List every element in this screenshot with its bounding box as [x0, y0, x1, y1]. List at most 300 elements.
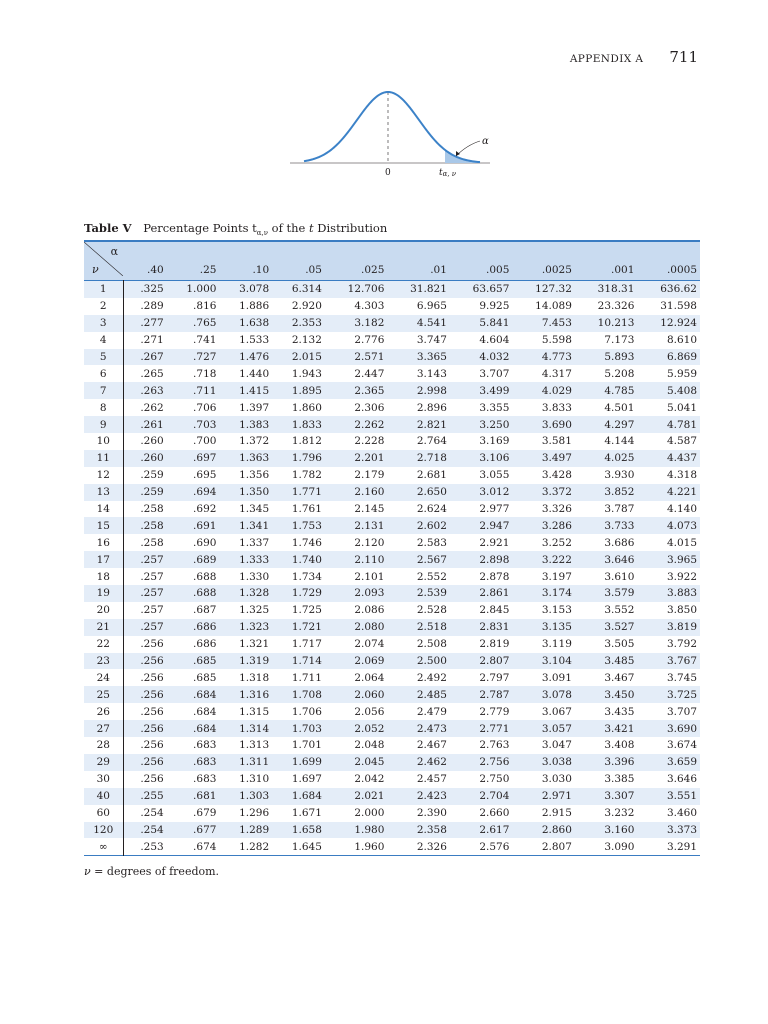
value-cell: 4.140 [666, 503, 697, 516]
table-row [84, 349, 700, 366]
zero-label: 0 [385, 168, 391, 178]
footnote: ν = degrees of freedom. [84, 865, 220, 878]
value-cell: .679 [193, 807, 217, 820]
value-cell: 3.396 [575, 754, 638, 771]
value-cell: 3.499 [450, 382, 513, 399]
value-cell: 4.317 [541, 367, 572, 380]
table-row [84, 551, 700, 568]
value-cell: .253 [140, 840, 164, 853]
table-row [84, 788, 700, 805]
value-cell: 2.821 [387, 416, 450, 433]
value-cell: 1.746 [291, 536, 322, 549]
table-row [84, 416, 700, 433]
value-cell: 3.505 [604, 638, 635, 651]
value-cell: 3.038 [512, 754, 575, 771]
value-cell: 2.750 [479, 773, 510, 786]
value-cell: 2.423 [387, 788, 450, 805]
value-cell: 3.733 [575, 517, 638, 534]
value-cell: 2.756 [450, 754, 513, 771]
value-cell: 2.457 [416, 773, 447, 786]
value-cell: 2.358 [387, 822, 450, 839]
value-cell: .691 [167, 517, 220, 534]
value-cell: 4.604 [479, 334, 510, 347]
value-cell: 1.708 [272, 686, 325, 703]
value-cell: 2.552 [416, 570, 447, 583]
alpha-header-cell: .10 [219, 241, 272, 281]
value-cell: 1.333 [219, 551, 272, 568]
value-cell: .718 [193, 367, 217, 380]
table-row [84, 653, 700, 670]
value-cell: 3.291 [666, 840, 697, 853]
value-cell: 3.057 [512, 720, 575, 737]
value-cell: 4.015 [666, 536, 697, 549]
value-cell: 1.658 [272, 822, 325, 839]
df-cell: 18 [84, 568, 123, 585]
df-cell: 25 [84, 686, 123, 703]
value-cell: 2.064 [354, 671, 385, 684]
df-cell: 16 [84, 534, 123, 551]
value-cell: .683 [193, 773, 217, 786]
value-cell: 2.080 [325, 619, 388, 636]
df-cell: 7 [84, 382, 123, 399]
value-cell: 1.645 [291, 840, 322, 853]
value-cell: .259 [140, 469, 164, 482]
value-cell: 1.383 [219, 416, 272, 433]
value-cell: 3.169 [479, 435, 510, 448]
value-cell: 3.707 [479, 367, 510, 380]
value-cell: 1.345 [239, 503, 270, 516]
value-cell: 1.886 [239, 300, 270, 313]
value-cell: 1.711 [291, 671, 322, 684]
value-cell: .685 [167, 653, 220, 670]
df-cell: 24 [84, 669, 123, 686]
value-cell: .689 [167, 551, 220, 568]
value-cell: .685 [193, 671, 217, 684]
value-cell: .690 [193, 536, 217, 549]
df-cell: 11 [84, 450, 123, 467]
value-cell: 7.173 [604, 334, 635, 347]
table-row [84, 433, 700, 450]
value-cell: 3.222 [512, 551, 575, 568]
value-cell: .257 [123, 619, 167, 636]
value-cell: .260 [140, 435, 164, 448]
value-cell: .257 [123, 551, 167, 568]
alpha-header-cell: .01 [387, 241, 450, 281]
value-cell: 1.812 [291, 435, 322, 448]
value-cell: 23.326 [597, 300, 635, 313]
value-cell: .263 [123, 382, 167, 399]
value-cell: .684 [193, 705, 217, 718]
value-cell: .260 [123, 450, 167, 467]
value-cell: 1.638 [219, 315, 272, 332]
value-cell: 5.598 [541, 334, 572, 347]
table-row [84, 754, 700, 771]
value-cell: 1.701 [291, 739, 322, 752]
table-caption [84, 221, 387, 237]
value-cell: .261 [123, 416, 167, 433]
value-cell: 4.781 [637, 416, 700, 433]
value-cell: 2.567 [387, 551, 450, 568]
value-cell: 2.145 [354, 503, 385, 516]
value-cell: 4.073 [637, 517, 700, 534]
corner-cell [84, 241, 123, 281]
value-cell: .684 [167, 686, 220, 703]
value-cell: 2.131 [325, 517, 388, 534]
value-cell: 1.699 [272, 754, 325, 771]
value-cell: 3.135 [512, 619, 575, 636]
value-cell: 3.030 [541, 773, 572, 786]
value-cell: 3.674 [666, 739, 697, 752]
df-cell: 30 [84, 771, 123, 788]
value-cell: .256 [140, 705, 164, 718]
value-cell: 5.841 [450, 315, 513, 332]
value-cell: .271 [140, 334, 164, 347]
value-cell: 1.706 [291, 705, 322, 718]
value-cell: 4.437 [637, 450, 700, 467]
value-cell: 3.659 [637, 754, 700, 771]
value-cell: 3.883 [637, 585, 700, 602]
value-cell: .683 [193, 739, 217, 752]
t-alpha-nu-label: tα, ν [439, 168, 457, 178]
value-cell: 9.925 [479, 300, 510, 313]
alpha-header-cell: .0025 [512, 241, 575, 281]
value-cell: 2.947 [450, 517, 513, 534]
value-cell: 2.101 [354, 570, 385, 583]
value-cell: 2.779 [479, 705, 510, 718]
value-cell: 2.797 [479, 671, 510, 684]
value-cell: 6.869 [637, 349, 700, 366]
table-title: Percentage Points $t_{\alpha,\nu}$ of the t Distribution [143, 221, 388, 237]
value-cell: 1.356 [239, 469, 270, 482]
table-label: Table V [84, 221, 132, 235]
df-cell: 15 [84, 517, 123, 534]
value-cell: 1.318 [239, 671, 270, 684]
value-cell: 3.365 [387, 349, 450, 366]
value-cell: 3.467 [604, 671, 635, 684]
value-cell: 3.852 [575, 484, 638, 501]
value-cell: 1.943 [291, 367, 322, 380]
value-cell: .727 [167, 349, 220, 366]
value-cell: 1.296 [239, 807, 270, 820]
value-cell: 3.610 [604, 570, 635, 583]
df-cell: 19 [84, 585, 123, 602]
value-cell: 14.089 [535, 300, 572, 313]
value-cell: 63.657 [450, 281, 513, 298]
value-cell: 3.527 [575, 619, 638, 636]
df-cell: 9 [84, 416, 123, 433]
value-cell: 2.086 [354, 604, 385, 617]
table-row [84, 669, 700, 686]
value-cell: 3.930 [604, 469, 635, 482]
value-cell: 6.314 [272, 281, 325, 298]
table-row [84, 365, 700, 382]
corner-alpha-label: α [110, 245, 118, 258]
value-cell: 1.761 [291, 503, 322, 516]
value-cell: .256 [140, 739, 164, 752]
table-row [84, 720, 700, 737]
value-cell: 8.610 [666, 334, 697, 347]
value-cell: 4.144 [604, 435, 635, 448]
value-cell: 3.747 [416, 334, 447, 347]
value-cell: 3.355 [479, 401, 510, 414]
value-cell: 3.373 [637, 822, 700, 839]
value-cell: 2.898 [450, 551, 513, 568]
value-cell: .694 [167, 484, 220, 501]
value-cell: 2.977 [479, 503, 510, 516]
value-cell: 3.745 [666, 671, 697, 684]
table-row [84, 636, 700, 653]
value-cell: .741 [193, 334, 217, 347]
value-cell: 3.078 [219, 281, 272, 298]
value-cell: 1.476 [219, 349, 272, 366]
value-cell: 2.878 [479, 570, 510, 583]
value-cell: 1.319 [219, 653, 272, 670]
value-cell: 3.421 [575, 720, 638, 737]
df-cell: 40 [84, 788, 123, 805]
value-cell: 1.315 [239, 705, 270, 718]
value-cell: 3.767 [637, 653, 700, 670]
value-cell: 4.501 [604, 401, 635, 414]
table-row [84, 484, 700, 501]
value-cell: 636.62 [637, 281, 700, 298]
value-cell: 2.110 [325, 551, 388, 568]
value-cell: .688 [193, 570, 217, 583]
value-cell: 1.316 [219, 686, 272, 703]
value-cell: 3.725 [637, 686, 700, 703]
value-cell: 2.093 [325, 585, 388, 602]
value-cell: 3.922 [666, 570, 697, 583]
value-cell: .256 [140, 671, 164, 684]
value-cell: 3.850 [666, 604, 697, 617]
value-cell: 1.684 [272, 788, 325, 805]
value-cell: .257 [140, 570, 164, 583]
value-cell: 3.067 [541, 705, 572, 718]
value-cell: 3.182 [325, 315, 388, 332]
value-cell: 31.598 [660, 300, 697, 313]
value-cell: 2.583 [416, 536, 447, 549]
df-cell: 3 [84, 315, 123, 332]
value-cell: 2.915 [541, 807, 572, 820]
value-cell: 5.959 [666, 367, 697, 380]
value-cell: .258 [140, 536, 164, 549]
df-cell: 14 [84, 501, 123, 518]
t-distribution-figure [290, 84, 505, 179]
value-cell: 2.326 [416, 840, 447, 853]
table-row [84, 517, 700, 534]
alpha-header-cell: .005 [450, 241, 513, 281]
value-cell: 3.250 [450, 416, 513, 433]
value-cell: 1.833 [272, 416, 325, 433]
value-cell: 127.32 [512, 281, 575, 298]
value-cell: .697 [167, 450, 220, 467]
value-cell: 10.213 [575, 315, 638, 332]
value-cell: 2.462 [387, 754, 450, 771]
df-cell: 17 [84, 551, 123, 568]
value-cell: .703 [167, 416, 220, 433]
value-cell: 1.000 [167, 281, 220, 298]
df-cell: 21 [84, 619, 123, 636]
df-cell: ∞ [84, 838, 123, 855]
value-cell: 2.624 [416, 503, 447, 516]
value-cell: 1.721 [272, 619, 325, 636]
df-cell: 6 [84, 365, 123, 382]
value-cell: 2.201 [325, 450, 388, 467]
df-cell: 8 [84, 399, 123, 416]
table-row [84, 805, 700, 822]
value-cell: 1.740 [272, 551, 325, 568]
page-header [570, 48, 698, 66]
value-cell: .688 [167, 585, 220, 602]
table-row [84, 501, 700, 518]
value-cell: 3.232 [604, 807, 635, 820]
df-cell: 2 [84, 298, 123, 315]
value-cell: 1.734 [291, 570, 322, 583]
value-cell: 2.069 [325, 653, 388, 670]
value-cell: 2.971 [512, 788, 575, 805]
alpha-header-cell: .40 [123, 241, 167, 281]
value-cell: 1.703 [272, 720, 325, 737]
df-cell: 10 [84, 433, 123, 450]
value-cell: 7.453 [512, 315, 575, 332]
value-cell: 2.228 [354, 435, 385, 448]
df-cell: 28 [84, 737, 123, 754]
table-row [84, 602, 700, 619]
value-cell: 2.473 [387, 720, 450, 737]
value-cell: .255 [123, 788, 167, 805]
value-cell: 2.042 [354, 773, 385, 786]
value-cell: 12.706 [325, 281, 388, 298]
value-cell: 1.697 [291, 773, 322, 786]
value-cell: 1.671 [291, 807, 322, 820]
value-cell: 3.819 [637, 619, 700, 636]
value-cell: .277 [123, 315, 167, 332]
value-cell: 2.179 [354, 469, 385, 482]
value-cell: 2.060 [325, 686, 388, 703]
value-cell: 3.646 [575, 551, 638, 568]
value-cell: 1.960 [354, 840, 385, 853]
value-cell: 3.307 [575, 788, 638, 805]
value-cell: 2.776 [354, 334, 385, 347]
value-cell: 12.924 [637, 315, 700, 332]
table-row [84, 332, 700, 349]
value-cell: 2.467 [416, 739, 447, 752]
value-cell: .265 [140, 367, 164, 380]
value-cell: .257 [140, 604, 164, 617]
value-cell: 2.896 [416, 401, 447, 414]
value-cell: 3.143 [416, 367, 447, 380]
value-cell: .254 [140, 807, 164, 820]
value-cell: 5.208 [604, 367, 635, 380]
table-row [84, 619, 700, 636]
value-cell: .686 [167, 619, 220, 636]
value-cell: 3.646 [666, 773, 697, 786]
value-cell: 2.998 [387, 382, 450, 399]
value-cell: .683 [167, 754, 220, 771]
value-cell: 2.262 [325, 416, 388, 433]
value-cell: 1.796 [272, 450, 325, 467]
value-cell: 1.372 [239, 435, 270, 448]
value-cell: 2.617 [450, 822, 513, 839]
value-cell: .256 [140, 638, 164, 651]
value-cell: 2.306 [354, 401, 385, 414]
value-cell: 4.318 [666, 469, 697, 482]
value-cell: 2.048 [354, 739, 385, 752]
value-cell: 2.353 [272, 315, 325, 332]
value-cell: 1.729 [272, 585, 325, 602]
table-row [84, 585, 700, 602]
value-cell: 3.153 [541, 604, 572, 617]
value-cell: 3.326 [541, 503, 572, 516]
value-cell: .256 [123, 686, 167, 703]
value-cell: 2.447 [354, 367, 385, 380]
table-row [84, 450, 700, 467]
value-cell: 2.000 [354, 807, 385, 820]
value-cell: 4.541 [387, 315, 450, 332]
table-row [84, 838, 700, 855]
value-cell: 1.311 [219, 754, 272, 771]
df-cell: 13 [84, 484, 123, 501]
table-row [84, 382, 700, 399]
value-cell: 2.528 [416, 604, 447, 617]
value-cell: .700 [193, 435, 217, 448]
value-cell: 3.174 [512, 585, 575, 602]
value-cell: 2.508 [416, 638, 447, 651]
value-cell: 2.518 [387, 619, 450, 636]
value-cell: 4.785 [575, 382, 638, 399]
df-cell: 29 [84, 754, 123, 771]
value-cell: 1.771 [272, 484, 325, 501]
df-cell: 26 [84, 703, 123, 720]
value-cell: 1.725 [291, 604, 322, 617]
value-cell: 3.286 [512, 517, 575, 534]
alpha-header-cell: .05 [272, 241, 325, 281]
value-cell: 3.460 [666, 807, 697, 820]
value-cell: 1.323 [219, 619, 272, 636]
value-cell: .816 [193, 300, 217, 313]
value-cell: 2.807 [541, 840, 572, 853]
table-row [84, 467, 700, 484]
value-cell: .684 [167, 720, 220, 737]
value-cell: 2.602 [387, 517, 450, 534]
table-row [84, 399, 700, 416]
value-cell: 2.660 [479, 807, 510, 820]
value-cell: 2.704 [450, 788, 513, 805]
value-cell: 3.104 [512, 653, 575, 670]
value-cell: 1.895 [272, 382, 325, 399]
value-cell: 3.428 [541, 469, 572, 482]
value-cell: 1.289 [219, 822, 272, 839]
table-row [84, 315, 700, 332]
value-cell: 2.861 [450, 585, 513, 602]
value-cell: 3.106 [450, 450, 513, 467]
value-cell: 2.021 [325, 788, 388, 805]
value-cell: 2.056 [354, 705, 385, 718]
value-cell: .256 [123, 720, 167, 737]
value-cell: 2.492 [416, 671, 447, 684]
value-cell: 31.821 [387, 281, 450, 298]
value-cell: 2.479 [416, 705, 447, 718]
value-cell: 2.807 [450, 653, 513, 670]
df-cell: 1 [84, 281, 123, 298]
value-cell: .681 [167, 788, 220, 805]
value-cell: 3.497 [512, 450, 575, 467]
value-cell: .258 [123, 517, 167, 534]
value-cell: 2.860 [512, 822, 575, 839]
value-cell: .258 [140, 503, 164, 516]
value-cell: 2.845 [479, 604, 510, 617]
value-cell: 3.787 [604, 503, 635, 516]
value-cell: .259 [123, 484, 167, 501]
